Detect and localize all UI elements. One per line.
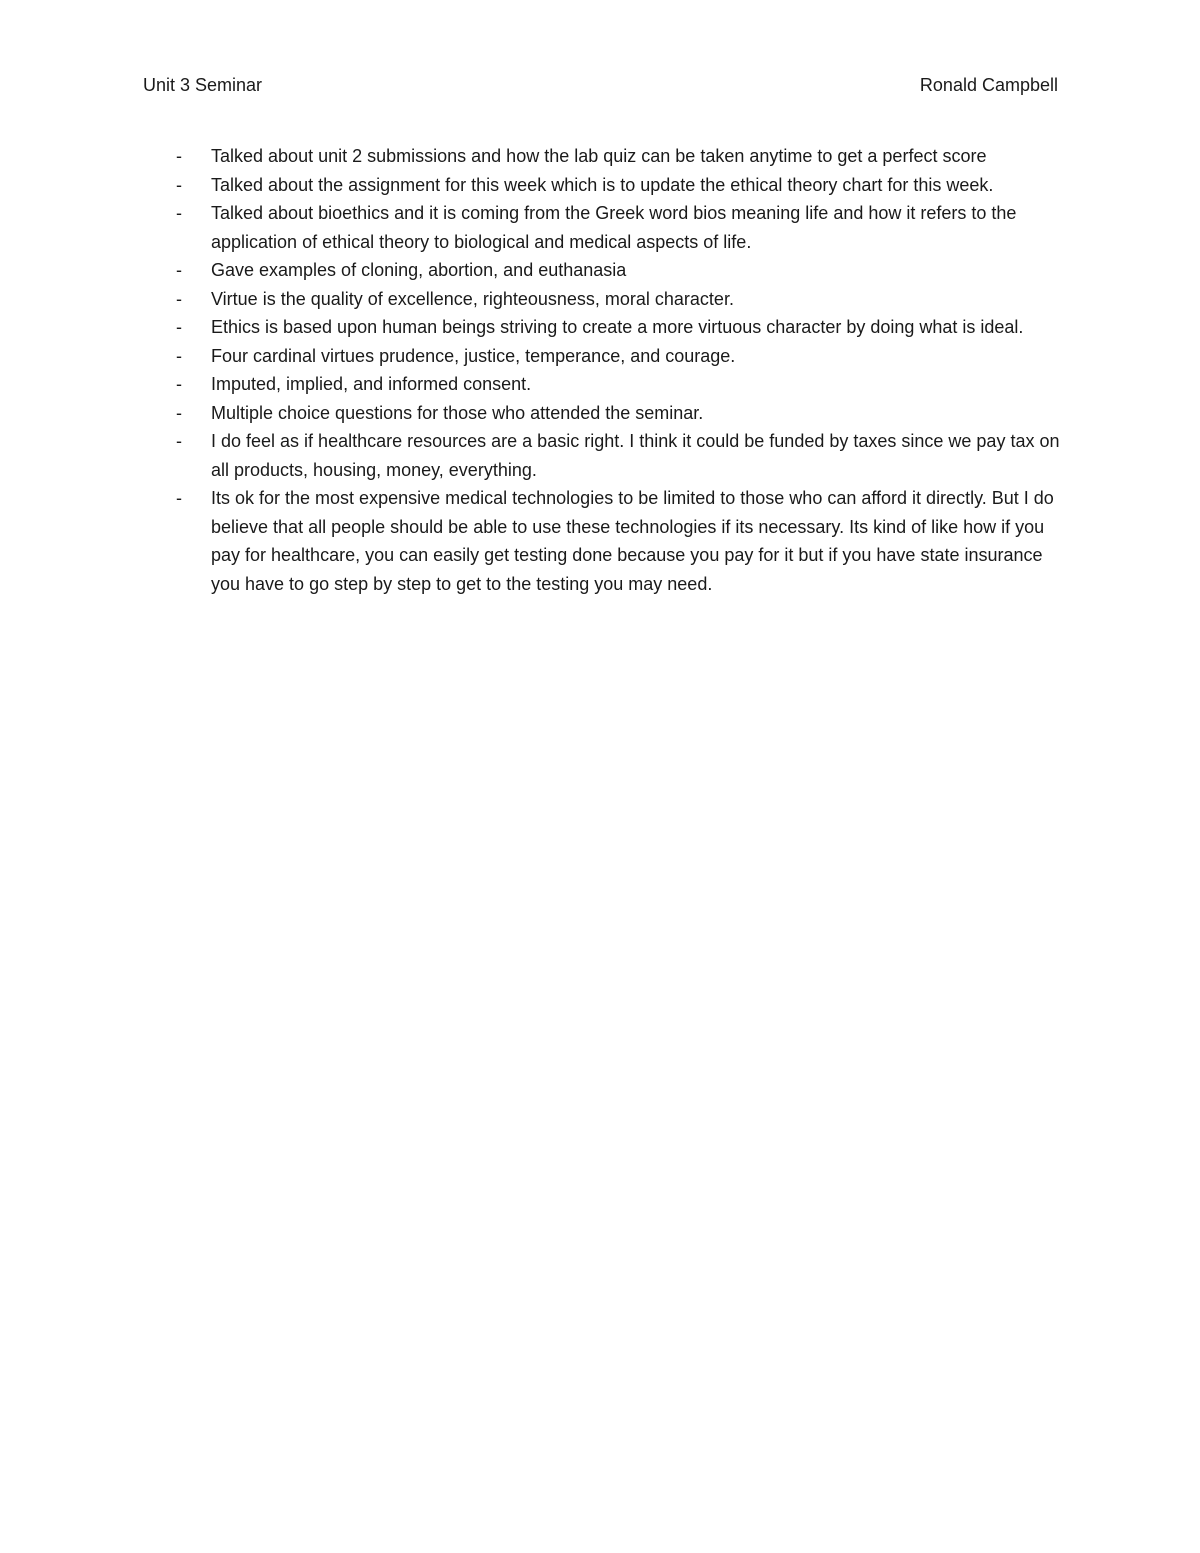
list-item	[0, 171, 1061, 200]
list-item-text: Talked about the assignment for this week which is to update the ethical theory chart for this week.	[211, 174, 994, 195]
bullet-dash: -	[176, 288, 182, 309]
bullet-dash: -	[176, 488, 182, 508]
bullet-dash: -	[176, 260, 182, 280]
list-item	[0, 399, 1061, 428]
bullet-dash: -	[176, 174, 182, 195]
list-item-text: I do feel as if healthcare resources are a basic right. I think it could be funded by taxes since we pay tax on all products, housing, money, everything.	[211, 431, 1060, 480]
list-item-text: Ethics is based upon human beings striving to create a more virtuous character by doing what is ideal.	[211, 317, 1024, 337]
list-item	[0, 285, 1061, 314]
bullet-dash: -	[176, 431, 182, 451]
list-item	[0, 427, 1061, 484]
list-item	[0, 484, 1061, 598]
notes-list	[0, 142, 1200, 598]
bullet-dash: -	[176, 345, 182, 366]
list-item-text: Four cardinal virtues prudence, justice, temperance, and courage.	[211, 345, 736, 366]
bullet-dash: -	[176, 317, 182, 337]
list-item-text: Multiple choice questions for those who attended the seminar.	[211, 402, 704, 423]
bullet-dash: -	[176, 203, 182, 223]
list-item-text: Imputed, implied, and informed consent.	[211, 374, 532, 394]
list-item	[0, 256, 1061, 285]
bullet-dash: -	[176, 374, 182, 394]
author-name: Ronald Campbell	[919, 75, 1058, 95]
list-item	[0, 342, 1061, 371]
list-item-text: Its ok for the most expensive medical technologies to be limited to those who can afford it directly. But I do believe that all people should be able to use these technologies if its necessary. Its kind of like how if you pay for healthcare, you can easily get testing done because you pay for it but if you have state insurance you have to go step by step to get to the testing you may need.	[211, 488, 1054, 594]
bullet-dash: -	[176, 402, 182, 423]
list-item-text: Gave examples of cloning, abortion, and euthanasia	[211, 260, 627, 280]
list-item-text: Talked about unit 2 submissions and how the lab quiz can be taken anytime to get a perfect score	[211, 146, 987, 166]
document-title: Unit 3 Seminar	[143, 75, 263, 95]
list-item	[0, 313, 1061, 342]
list-item	[0, 370, 1061, 399]
list-item-text: Virtue is the quality of excellence, righteousness, moral character.	[211, 288, 734, 309]
bullet-dash: -	[176, 146, 182, 166]
list-item-text: Talked about bioethics and it is coming from the Greek word bios meaning life and how it refers to the application of ethical theory to biological and medical aspects of life.	[211, 203, 1017, 252]
list-item	[0, 142, 1061, 171]
list-item	[0, 199, 1061, 256]
page-header	[143, 72, 1058, 98]
